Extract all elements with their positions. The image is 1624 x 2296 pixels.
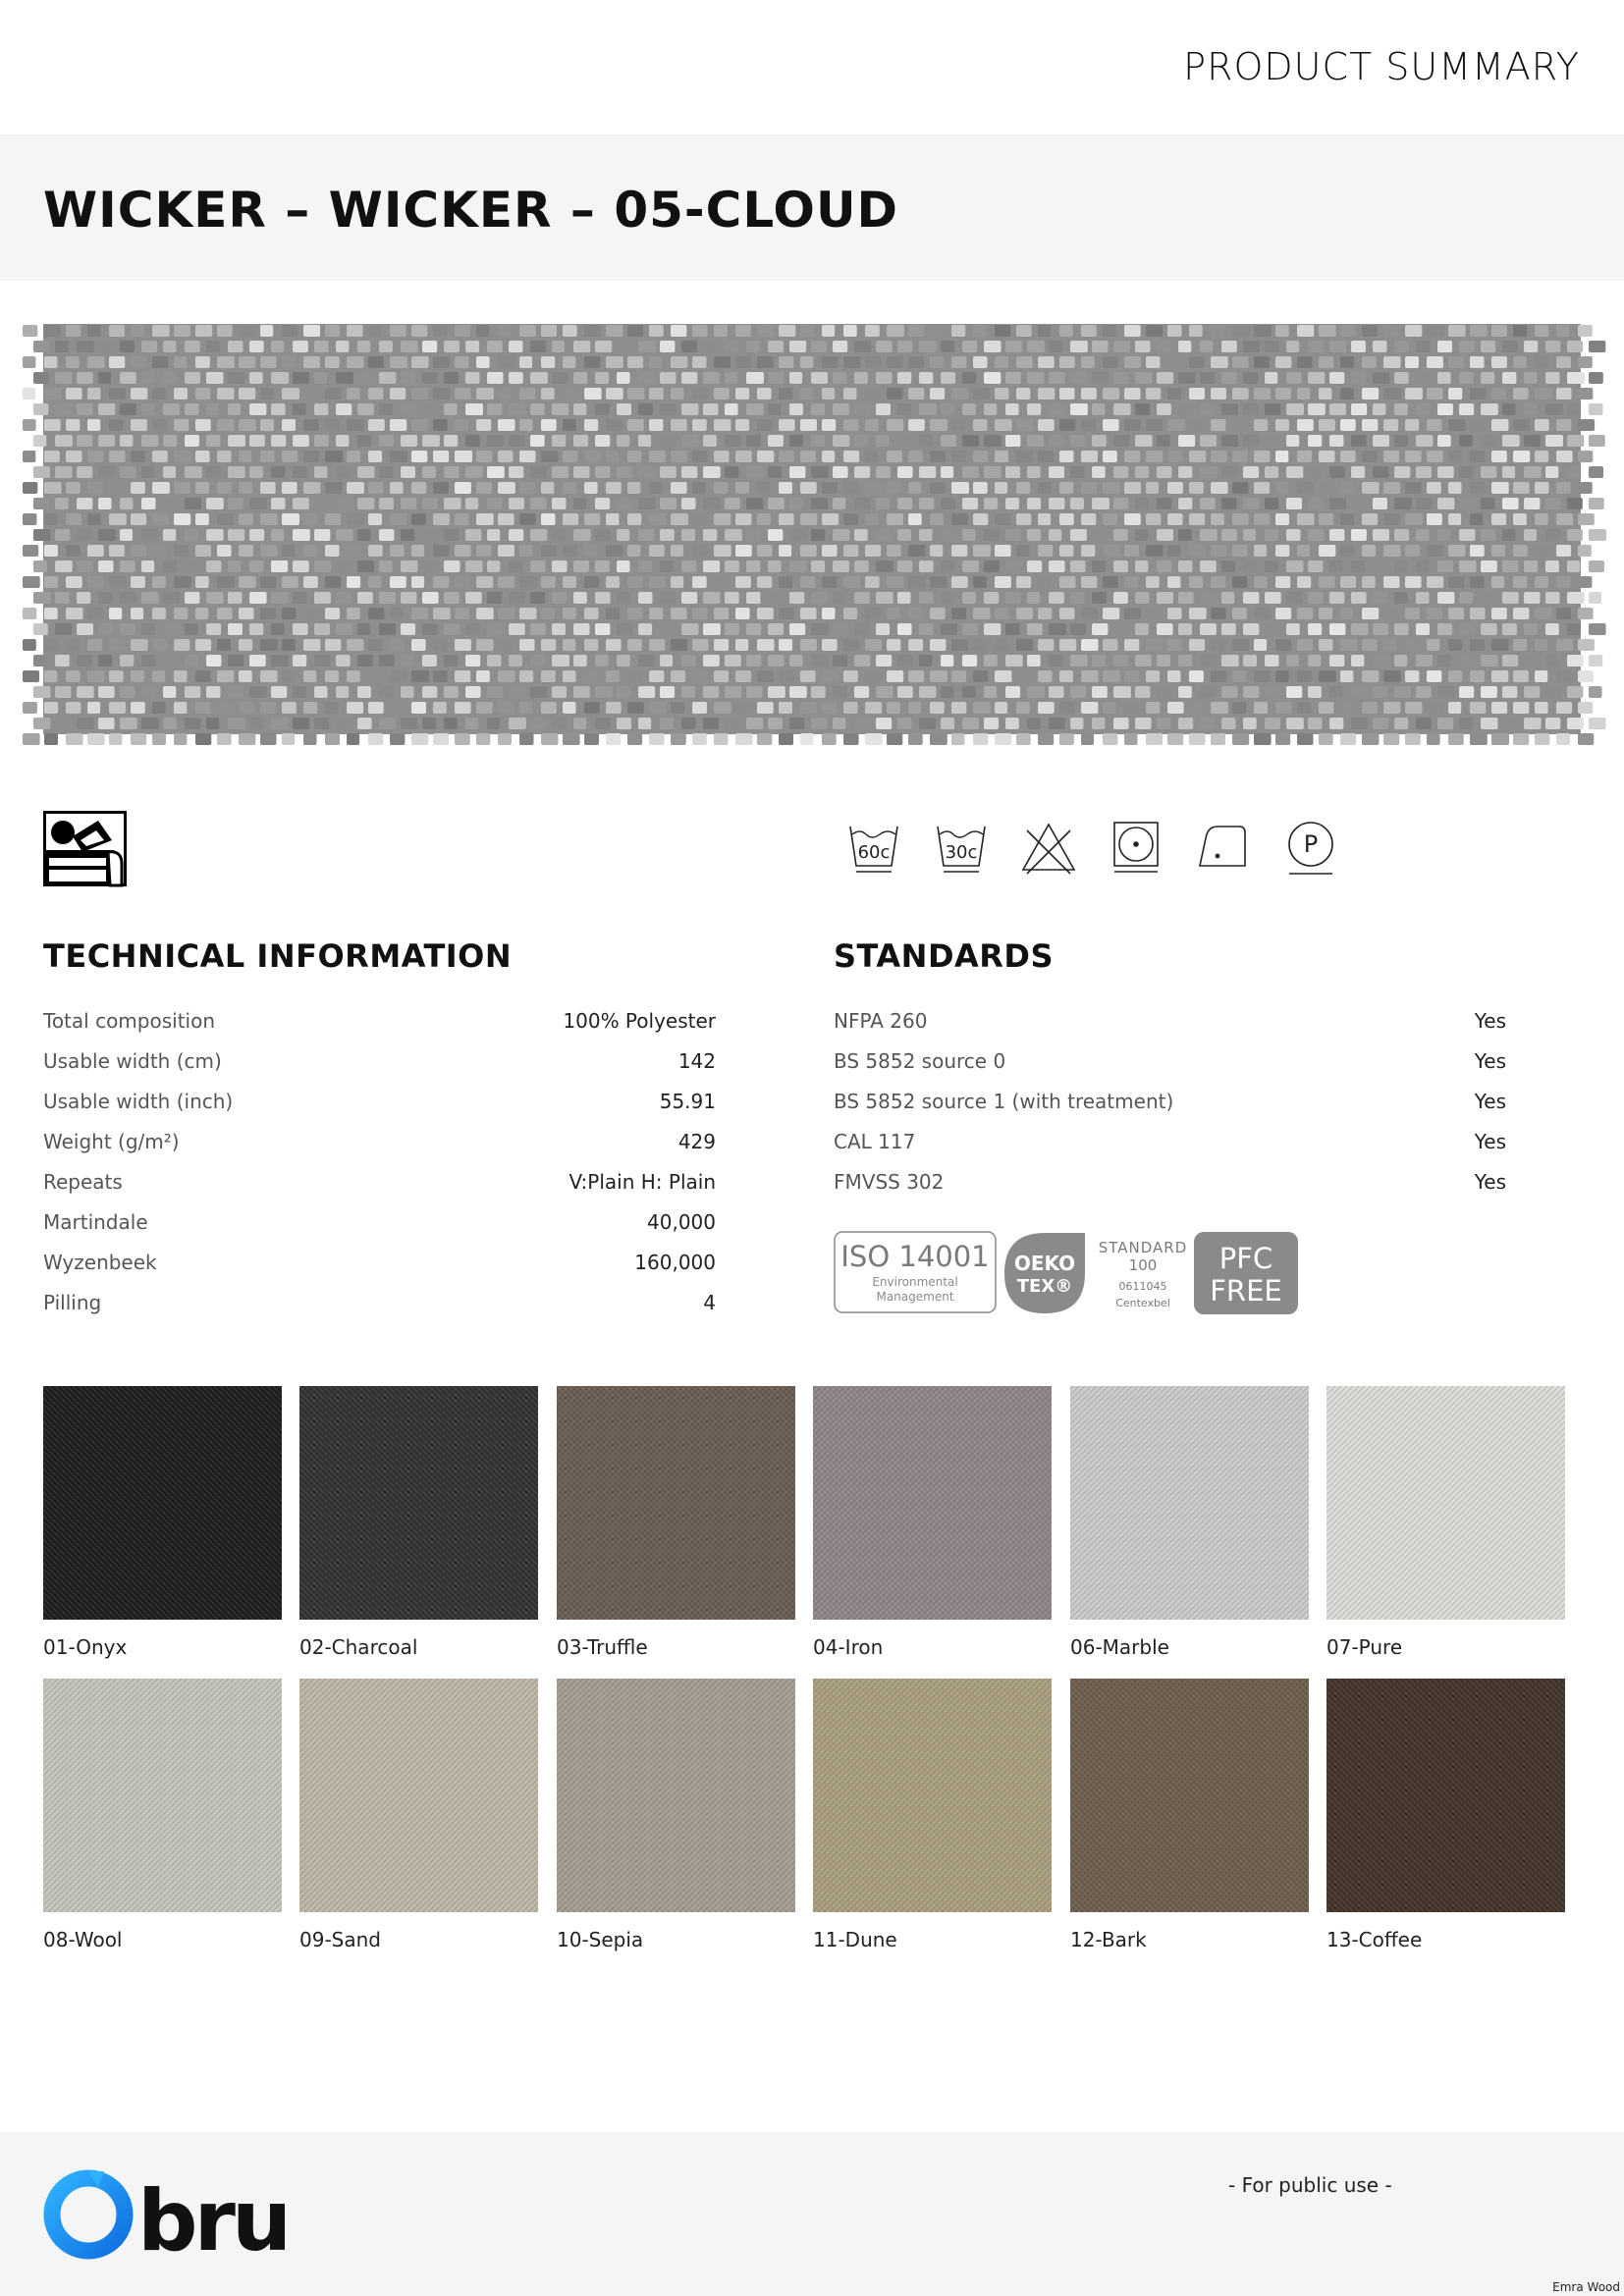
svg-text:Centexbel: Centexbel: [1115, 1297, 1170, 1309]
swatch-image[interactable]: [557, 1386, 795, 1620]
swatch-label: 02-Charcoal: [299, 1635, 418, 1659]
swatch-image[interactable]: [813, 1386, 1052, 1620]
footer: [0, 2132, 1624, 2296]
no-bleach-icon: [1021, 819, 1076, 880]
svg-text:30c: 30c: [945, 842, 978, 863]
spec-row: Pilling 4: [43, 1291, 716, 1314]
spec-row: Total composition 100% Polyester: [43, 1009, 716, 1033]
color-swatch[interactable]: [813, 1679, 1052, 1951]
color-swatch[interactable]: [1326, 1386, 1565, 1659]
spec-row: Martindale 40,000: [43, 1210, 716, 1234]
color-swatch[interactable]: [299, 1679, 538, 1951]
upholstery-chair-icon: [43, 811, 127, 886]
standard-row: NFPA 260 Yes: [834, 1009, 1506, 1033]
color-swatch[interactable]: [1326, 1679, 1565, 1951]
svg-text:60c: 60c: [857, 842, 891, 863]
svg-text:0611045: 0611045: [1118, 1280, 1167, 1293]
technical-information-list: [43, 1009, 716, 1331]
swatch-image[interactable]: [1070, 1386, 1309, 1620]
swatch-image[interactable]: [1326, 1679, 1565, 1912]
swatch-label: 04-Iron: [813, 1635, 884, 1659]
standard-row: BS 5852 source 0 Yes: [834, 1049, 1506, 1073]
standard-100-badge: [1093, 1231, 1193, 1315]
color-swatch[interactable]: [43, 1679, 282, 1951]
svg-text:OEKO: OEKO: [1013, 1252, 1076, 1275]
spec-row: Usable width (inch) 55.91: [43, 1090, 716, 1113]
spec-row: Wyzenbeek 160,000: [43, 1251, 716, 1274]
svg-text:bru: bru: [137, 2172, 289, 2270]
swatch-label: 09-Sand: [299, 1928, 381, 1951]
tumble-dry-icon: [1109, 819, 1164, 880]
swatch-image[interactable]: [299, 1386, 538, 1620]
swatch-label: 03-Truffle: [557, 1635, 648, 1659]
care-icons: [846, 819, 1371, 880]
author-name: Emra Wood: [1552, 2280, 1620, 2294]
standards-list: [834, 1009, 1506, 1210]
color-swatch[interactable]: [43, 1386, 282, 1659]
svg-text:P: P: [1303, 830, 1319, 858]
color-swatch[interactable]: [299, 1386, 538, 1659]
pfc-free-badge: [1193, 1231, 1299, 1315]
color-swatch[interactable]: [1070, 1386, 1309, 1659]
swatch-image[interactable]: [43, 1386, 282, 1620]
oeko-tex-badge: [1002, 1231, 1087, 1315]
dry-clean-p-icon: [1283, 819, 1338, 880]
iso-14001-badge: [834, 1231, 997, 1313]
spec-row: Usable width (cm) 142: [43, 1049, 716, 1073]
swatch-label: 01-Onyx: [43, 1635, 128, 1659]
page-header-label: PRODUCT SUMMARY: [1183, 45, 1580, 88]
swatch-image[interactable]: [557, 1679, 795, 1912]
swatch-image[interactable]: [299, 1679, 538, 1912]
spec-row: Weight (g/m²) 429: [43, 1130, 716, 1153]
standard-row: FMVSS 302 Yes: [834, 1170, 1506, 1194]
technical-information-title: TECHNICAL INFORMATION: [43, 937, 513, 975]
swatch-label: 07-Pure: [1326, 1635, 1403, 1659]
swatch-label: 12-Bark: [1070, 1928, 1147, 1951]
wash-30-icon: [934, 819, 989, 880]
wash-60-icon: [846, 819, 901, 880]
bru-logo: [43, 2163, 289, 2270]
swatch-label: 13-Coffee: [1326, 1928, 1423, 1951]
color-swatch[interactable]: [557, 1679, 795, 1951]
swatch-label: 08-Wool: [43, 1928, 123, 1951]
spec-row: Repeats V:Plain H: Plain: [43, 1170, 716, 1194]
swatch-label: 06-Marble: [1070, 1635, 1169, 1659]
swatch-image[interactable]: [1070, 1679, 1309, 1912]
swatch-image[interactable]: [1326, 1386, 1565, 1620]
color-swatch[interactable]: [813, 1386, 1052, 1659]
color-swatch[interactable]: [1070, 1679, 1309, 1951]
swatch-image[interactable]: [813, 1679, 1052, 1912]
iron-low-icon: [1196, 819, 1251, 880]
fabric-hero-image: [43, 324, 1581, 734]
svg-text:PFC: PFC: [1218, 1242, 1273, 1275]
public-use-note: - For public use -: [1228, 2173, 1392, 2197]
standards-title: STANDARDS: [834, 937, 1055, 975]
swatch-label: 10-Sepia: [557, 1928, 644, 1951]
color-swatch[interactable]: [557, 1386, 795, 1659]
svg-text:TEX®: TEX®: [1016, 1276, 1073, 1297]
svg-text:STANDARD: STANDARD: [1098, 1239, 1188, 1256]
svg-text:FREE: FREE: [1210, 1274, 1282, 1308]
svg-text:Management: Management: [876, 1290, 954, 1304]
standard-row: CAL 117 Yes: [834, 1130, 1506, 1153]
svg-text:100: 100: [1128, 1256, 1158, 1274]
title-band: [0, 134, 1624, 281]
swatch-image[interactable]: [43, 1679, 282, 1912]
swatch-label: 11-Dune: [813, 1928, 897, 1951]
svg-text:ISO 14001: ISO 14001: [840, 1240, 990, 1273]
page-title: WICKER – WICKER – 05-CLOUD: [43, 182, 899, 239]
svg-text:Environmental: Environmental: [872, 1275, 958, 1289]
standard-row: BS 5852 source 1 (with treatment) Yes: [834, 1090, 1506, 1113]
